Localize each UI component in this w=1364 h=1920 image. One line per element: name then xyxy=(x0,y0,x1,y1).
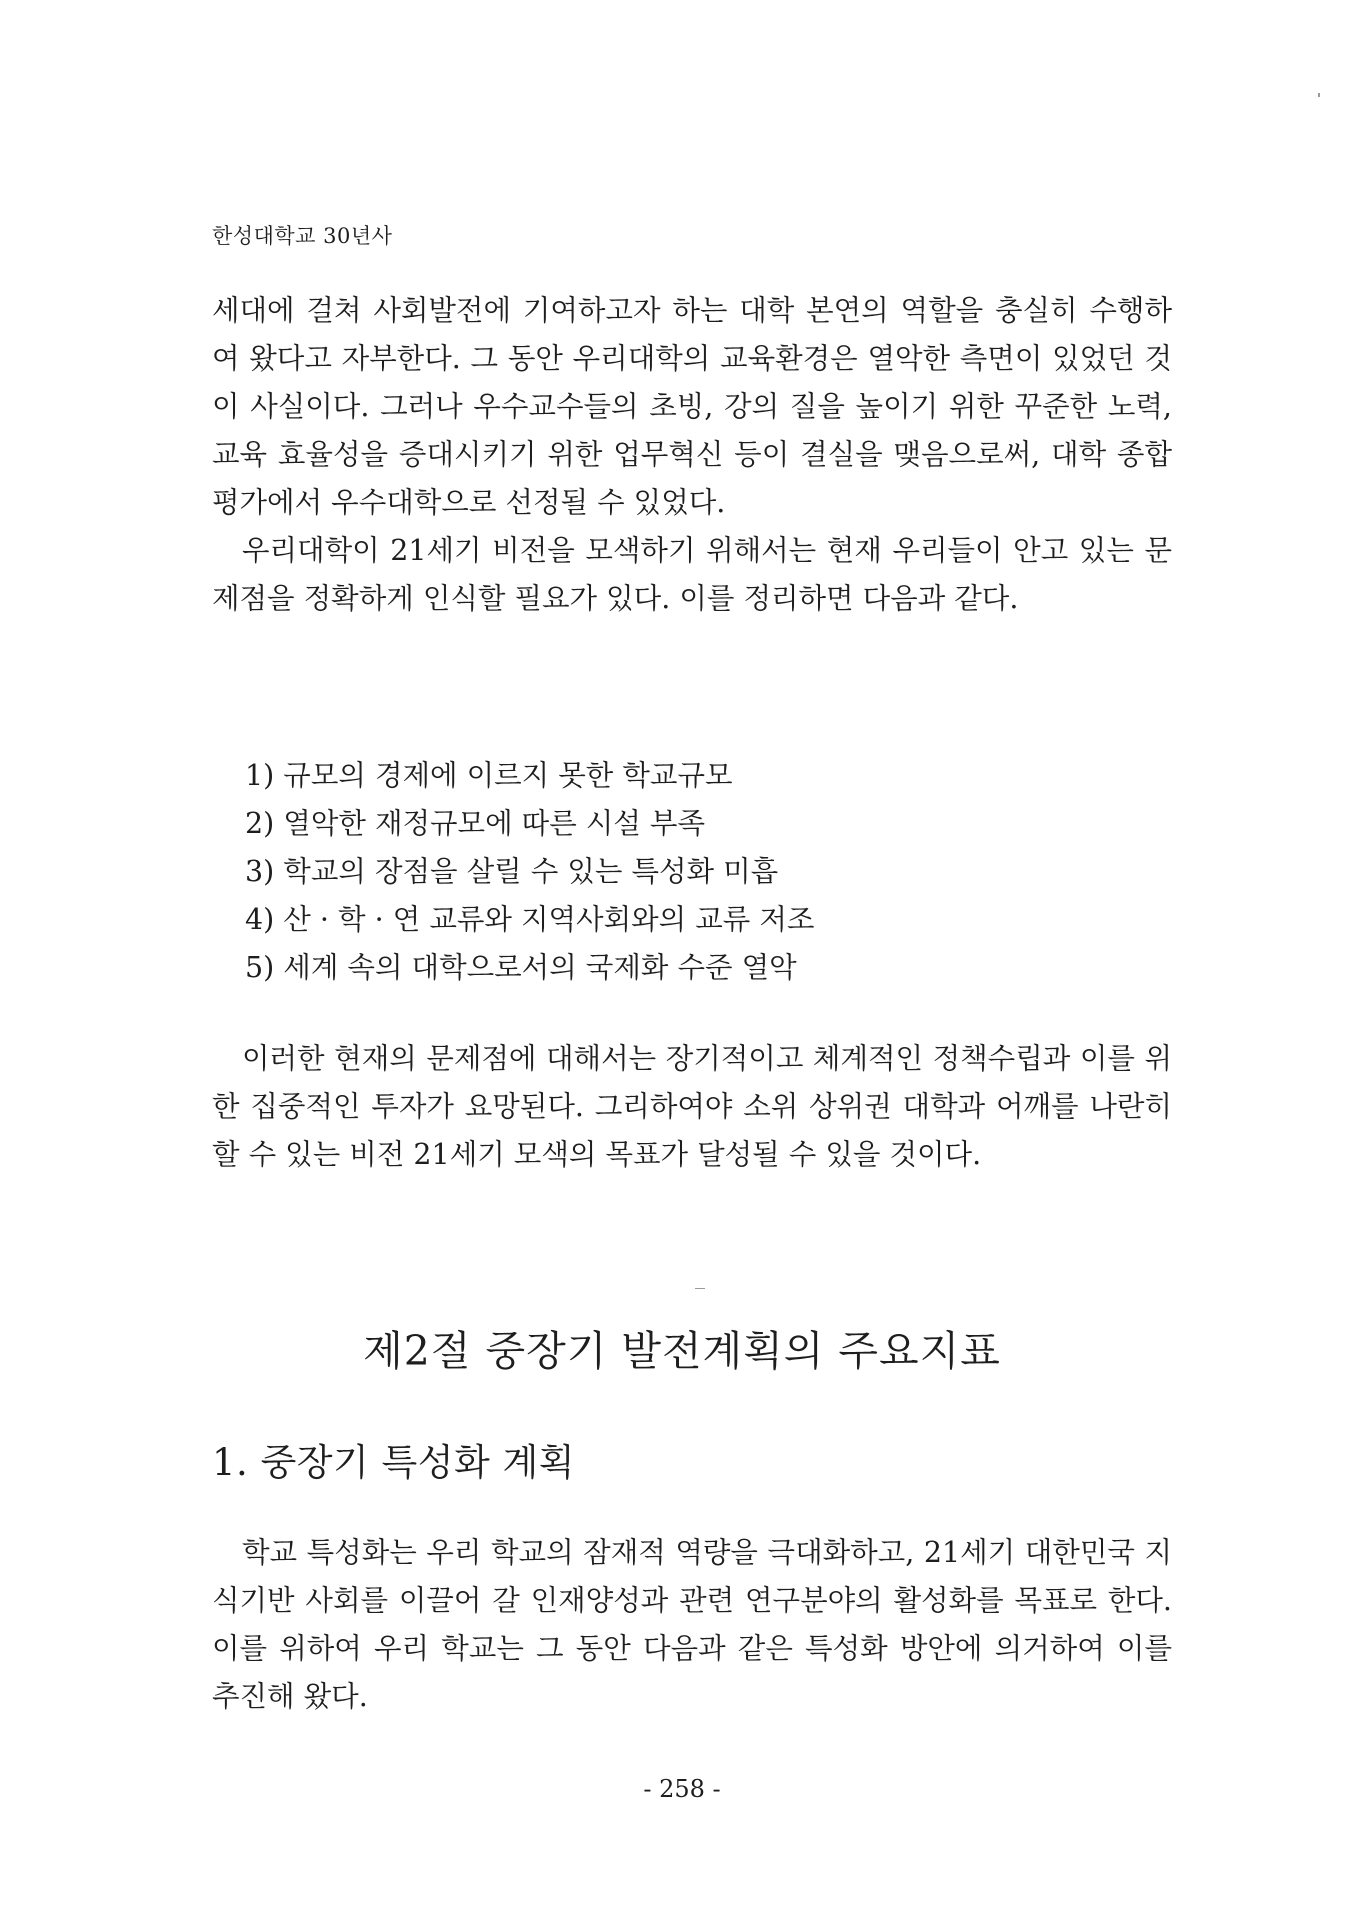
paragraph-policy: 이러한 현재의 문제점에 대해서는 장기적이고 체계적인 정책수립과 이를 위한 집중적인 투자가 요망된다. 그리하여야 소위 상위권 대학과 어깨를 나란히 할 수 있는 비전 21세기 모색의 목표가 달성될 수 있을 것이다. xyxy=(212,1042,1172,1171)
page-number: - 258 - xyxy=(643,1775,721,1803)
paragraph-vision: 우리대학이 21세기 비전을 모색하기 위해서는 현재 우리들이 안고 있는 문제점을 정확하게 인식할 필요가 있다. 이를 정리하면 다음과 같다. xyxy=(212,534,1172,615)
list-item: 1) 규모의 경제에 이르지 못한 학교규모 xyxy=(245,759,733,792)
body-text-block-3 xyxy=(212,1529,1172,1721)
body-text-block-2 xyxy=(212,1035,1172,1179)
list-item: 3) 학교의 장점을 살릴 수 있는 특성화 미흡 xyxy=(245,855,779,888)
running-header: 한성대학교 30년사 xyxy=(212,224,393,248)
body-text-block-1 xyxy=(212,287,1172,623)
paragraph-specialization: 학교 특성화는 우리 학교의 잠재적 역량을 극대화하고, 21세기 대한민국 지식기반 사회를 이끌어 갈 인재양성과 관련 연구분야의 활성화를 목표로 한다. 이를 위하여 우리 학교는 그 동안 다음과 같은 특성화 방안에 의거하여 이를 추진해 왔다. xyxy=(212,1536,1172,1713)
list-item: 2) 열악한 재정규모에 따른 시설 부족 xyxy=(245,807,705,840)
scan-speck xyxy=(1318,93,1320,97)
paragraph-continuation: 세대에 걸쳐 사회발전에 기여하고자 하는 대학 본연의 역할을 충실히 수행하여 왔다고 자부한다. 그 동안 우리대학의 교육환경은 열악한 측면이 있었던 것이 사실이다. 그러나 우수교수들의 초빙, 강의 질을 높이기 위한 꾸준한 노력, 교육 효율성을 증대시키기 위한 업무혁신 등이 결실을 맺음으로써, 대학 종합평가에서 우수대학으로 선정될 수 있었다. xyxy=(212,294,1172,519)
section-title: 제2절 중장기 발전계획의 주요지표 xyxy=(363,1327,1001,1375)
scan-speck xyxy=(695,1288,705,1289)
problem-list xyxy=(245,752,1145,992)
list-item: 4) 산 · 학 · 연 교류와 지역사회와의 교류 저조 xyxy=(245,903,815,936)
subsection-title: 1. 중장기 특성화 계획 xyxy=(212,1441,576,1484)
list-item: 5) 세계 속의 대학으로서의 국제화 수준 열악 xyxy=(245,951,797,984)
